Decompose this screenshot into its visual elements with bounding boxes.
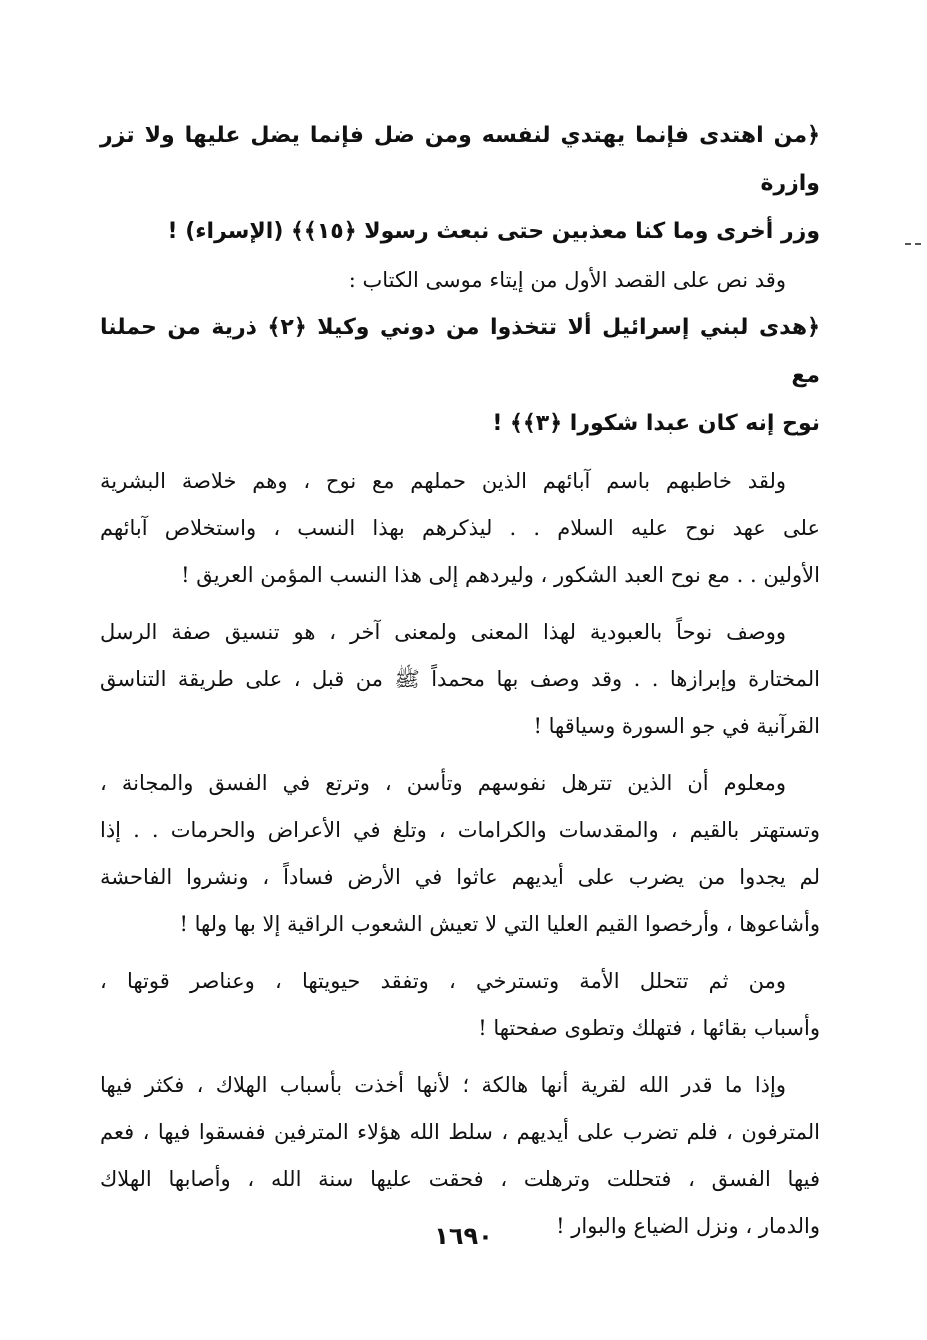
page-number: ١٦٩٠ <box>434 1222 493 1250</box>
paragraph-3 <box>100 754 820 948</box>
paragraph-1 <box>100 452 820 599</box>
quran-verse-isra-2-3 <box>100 304 820 448</box>
quran-verse-isra-15 <box>100 112 820 256</box>
paragraph-line: وإذا ما قدر الله لقرية أنها هالكة ؛ لأنها أخذت بأسباب الهلاك ، فكثر فيها <box>100 1073 786 1097</box>
paragraph-line: وتستهتر بالقيم ، والمقدسات والكرامات ، وتلغ في الأعراض والحرمات . . إذا <box>100 818 820 842</box>
paragraph-line: المختارة وإبرازها . . وقد وصف بها محمداً ﷺ من قبل ، على طريقة التناسق <box>100 667 820 691</box>
verse-line: وزر أخرى وما كنا معذبين حتى نبعث رسولا ﴿١٥﴾﴾ (الإسراء) ! <box>167 219 820 244</box>
paragraph-line: المترفون ، فلم تضرب على أيديهم ، سلط الله هؤلاء المترفين ففسقوا فيها ، فعم <box>100 1120 820 1144</box>
paragraph-line: على عهد نوح عليه السلام . . ليذكرهم بهذا النسب ، واستخلاص آبائهم <box>100 516 820 540</box>
paragraph-line: وأشاعوها ، وأرخصوا القيم العليا التي لا تعيش الشعوب الراقية إلا بها ولها ! <box>179 912 820 936</box>
paragraph-line: فيها الفسق ، فتحللت وترهلت ، فحقت عليها سنة الله ، وأصابها الهلاك <box>100 1167 820 1191</box>
paragraph-line: لم يجدوا من يضرب على أيديهم عاثوا في الأرض فساداً ، ونشروا الفاحشة <box>100 865 820 889</box>
paragraph-line: ومن ثم تتحلل الأمة وتسترخي ، وتفقد حيويتها ، وعناصر قوتها ، <box>100 969 786 993</box>
verse-line: ﴿هدى لبني إسرائيل ألا تتخذوا من دوني وكيلا ﴿٢﴾ ذرية من حملنا مع <box>100 315 820 388</box>
paragraph-line: والدمار ، ونزل الضياع والبوار ! <box>556 1214 820 1238</box>
paragraph-4 <box>100 952 820 1052</box>
verse-line: ﴿من اهتدى فإنما يهتدي لنفسه ومن ضل فإنما يضل عليها ولا تزر وازرة <box>100 123 820 196</box>
paragraph-line: ومعلوم أن الذين تترهل نفوسهم وتأسن ، وترتع في الفسق والمجانة ، <box>100 771 786 795</box>
intro-line: وقد نص على القصد الأول من إيتاء موسى الكتاب : <box>348 268 786 292</box>
margin-mark <box>905 243 921 245</box>
paragraph-line: القرآنية في جو السورة وسياقها ! <box>533 714 820 738</box>
page-body <box>100 112 820 1250</box>
paragraph-2 <box>100 603 820 750</box>
paragraph-line: ولقد خاطبهم باسم آبائهم الذين حملهم مع نوح ، وهم خلاصة البشرية <box>100 469 786 493</box>
paragraph-5 <box>100 1056 820 1250</box>
paragraph-line: ووصف نوحاً بالعبودية لهذا المعنى ولمعنى آخر ، هو تنسيق صفة الرسل <box>100 620 786 644</box>
paragraph-line: الأولين . . مع نوح العبد الشكور ، وليردهم إلى هذا النسب المؤمن العريق ! <box>181 563 820 587</box>
verse-line: نوح إنه كان عبدا شكورا ﴿٣﴾﴾ ! <box>492 411 820 436</box>
paragraph-line: وأسباب بقائها ، فتهلك وتطوى صفحتها ! <box>478 1016 820 1040</box>
